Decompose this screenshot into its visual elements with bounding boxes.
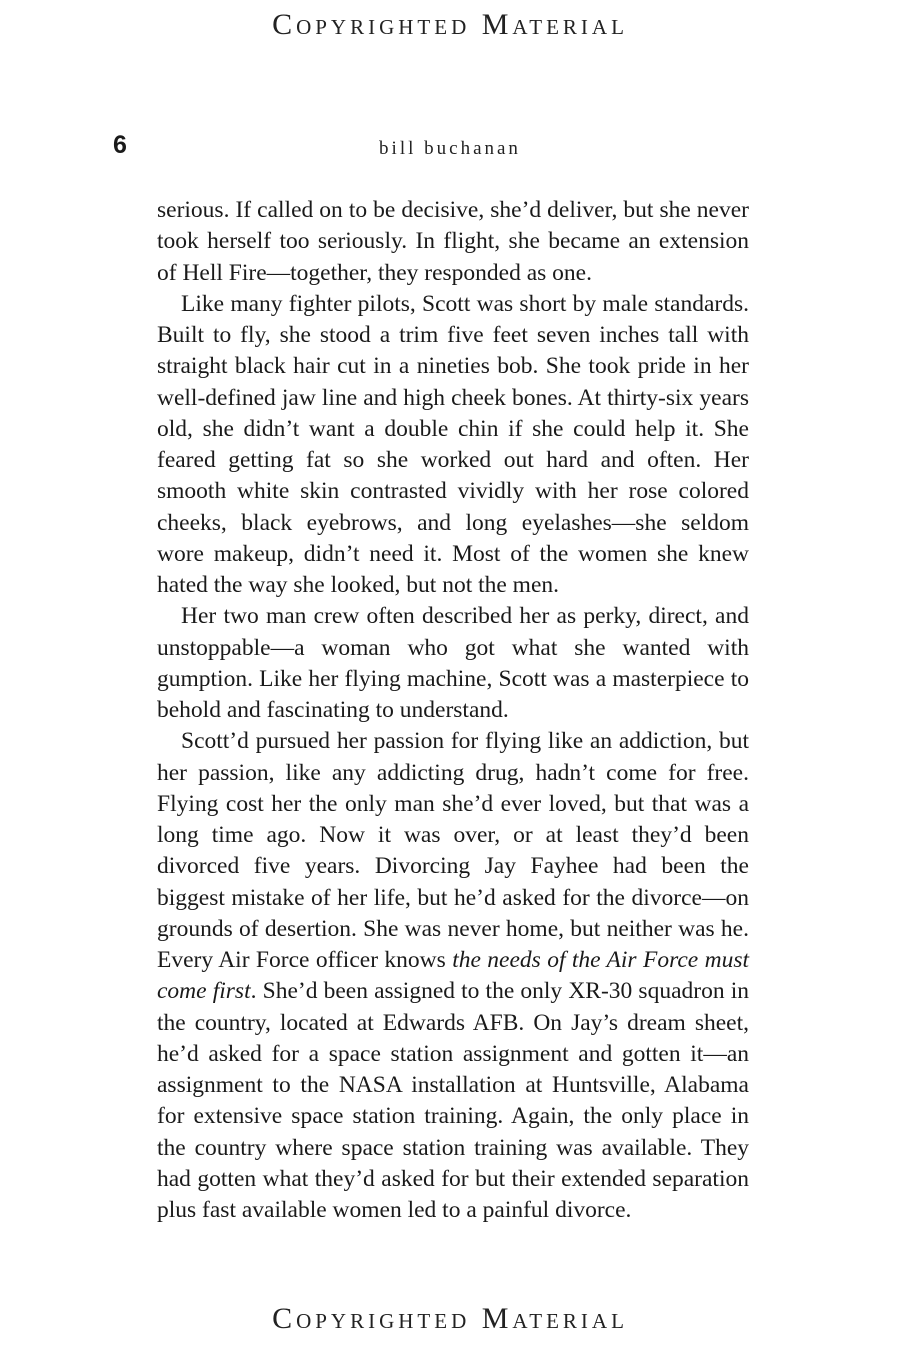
page-number: 6 [113,131,127,159]
paragraph-3: Her two man crew often described her as perky, direct, and unstoppable—a woman who got what she wanted with gumption. Like her flying machine, Scott was a masterpiece to behold and fascinating to understand. [157,603,749,723]
paragraph-4-text-before: Scott’d pursued her passion for flying like an addiction, but her passion, like any addicting drug, hadn’t come for free. Flying cost her the only man she’d ever loved, but that was a long time ago. Now it was over, or at least they’d been divorced five years. Divorcing Jay Fayhee had been the biggest mistake of her life, but he’d asked for the divorce—on grounds of desertion. She was never home, but neither was he. Every Air Force officer knows [157,728,749,973]
copyright-watermark-bottom: Copyrighted Material [272,1302,628,1335]
paragraph-2: Like many fighter pilots, Scott was short by male standards. Built to fly, she stood a trim five feet seven inches tall with straight black hair cut in a nineties bob. She took pride in her well-defined jaw line and high cheek bones. At thirty-six years old, she didn’t want a double chin if she could help it. She feared getting fat so she worked out hard and often. Her smooth white skin contrasted vividly with her rose colored cheeks, black eyebrows, and long eyelashes—she seldom wore makeup, didn’t need it. Most of the women she knew hated the way she looked, but not the men. [157,290,749,598]
paragraph-4 [157,726,749,1226]
body-text [157,195,749,1226]
copyright-watermark-top: Copyrighted Material [272,8,628,41]
paragraph-4-italic-phrase: the needs of the Air Force must come first [157,947,749,1005]
paragraph-1: serious. If called on to be decisive, she’d deliver, but she never took herself too seriously. In flight, she became an extension of Hell Fire—together, they responded as one. [157,197,749,286]
running-head-author: bill buchanan [379,138,521,159]
paragraph-4-text-after: . She’d been assigned to the only XR-30 squadron in the country, located at Edwards AFB. On Jay’s dream sheet, he’d asked for a space station assignment and gotten it—an assignment to the NASA installation at Huntsville, Alabama for extensive space station training. Again, the only place in the country where space station training was available. They had gotten what they’d asked for but their extended separation plus fast available women led to a painful divorce. [157,978,749,1223]
